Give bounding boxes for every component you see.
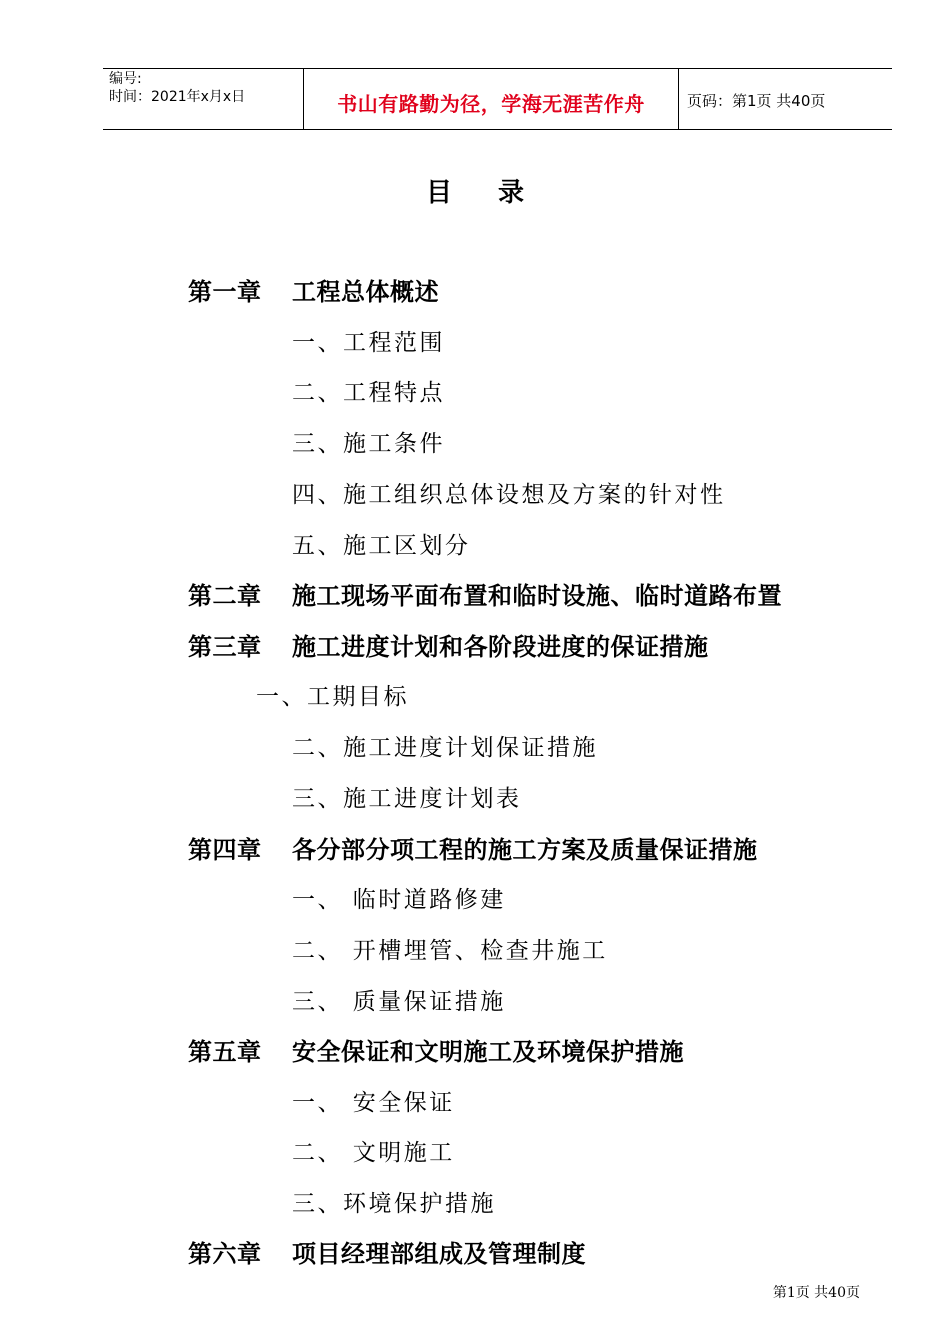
toc-section: 二、 开槽埋管、检查井施工 (292, 938, 608, 964)
toc-section: 二、施工进度计划保证措施 (292, 735, 598, 761)
toc-section: 三、 质量保证措施 (292, 989, 506, 1015)
toc-section: 二、工程特点 (292, 380, 445, 406)
toc-chapter-title: 各分部分项工程的施工方案及质量保证措施 (292, 835, 758, 864)
toc-chapter (188, 830, 758, 865)
toc-chapter-title: 施工现场平面布置和临时设施、临时道路布置 (292, 581, 782, 610)
toc-chapter-title: 安全保证和文明施工及环境保护措施 (292, 1037, 684, 1066)
toc-chapter (188, 627, 709, 662)
toc-section: 一、工程范围 (292, 330, 445, 356)
toc-chapter-number: 第五章 (188, 1037, 262, 1066)
toc-section: 五、施工区划分 (292, 533, 471, 559)
page-footer-number: 第1页 共40页 (772, 1285, 860, 1301)
toc-chapter-title: 工程总体概述 (292, 277, 439, 306)
toc-section: 四、施工组织总体设想及方案的针对性 (292, 482, 726, 508)
toc-chapter (188, 1234, 586, 1269)
toc-section: 二、 文明施工 (292, 1140, 455, 1166)
toc-section: 一、 临时道路修建 (292, 887, 506, 913)
header-page-info: 页码：第1页 共40页 (687, 92, 826, 110)
toc-chapter (188, 1032, 684, 1067)
toc-section: 一、 安全保证 (292, 1090, 455, 1116)
toc-chapter-number: 第四章 (188, 835, 262, 864)
toc-chapter-title: 项目经理部组成及管理制度 (292, 1239, 586, 1268)
toc-chapter-number: 第二章 (188, 581, 262, 610)
toc-chapter-title: 施工进度计划和各阶段进度的保证措施 (292, 632, 709, 661)
time-line: 时间：2021年x月x日 (109, 89, 246, 105)
serial-label: 编号: (109, 71, 142, 87)
toc-chapter (188, 272, 439, 307)
toc-section: 三、施工进度计划表 (292, 786, 522, 812)
toc-section: 三、环境保护措施 (292, 1191, 496, 1217)
toc-section: 一、工期目标 (256, 684, 409, 710)
toc-chapter-number: 第三章 (188, 632, 262, 661)
title-char-2: 录 (498, 178, 525, 208)
toc-chapter (188, 576, 782, 611)
toc-chapter-number: 第六章 (188, 1239, 262, 1268)
header-motto: 书山有路勤为径，学海无涯苦作舟 (337, 92, 645, 116)
toc-section: 三、施工条件 (292, 431, 445, 457)
title-char-1: 目 (425, 178, 452, 208)
toc-chapter-number: 第一章 (188, 277, 262, 306)
